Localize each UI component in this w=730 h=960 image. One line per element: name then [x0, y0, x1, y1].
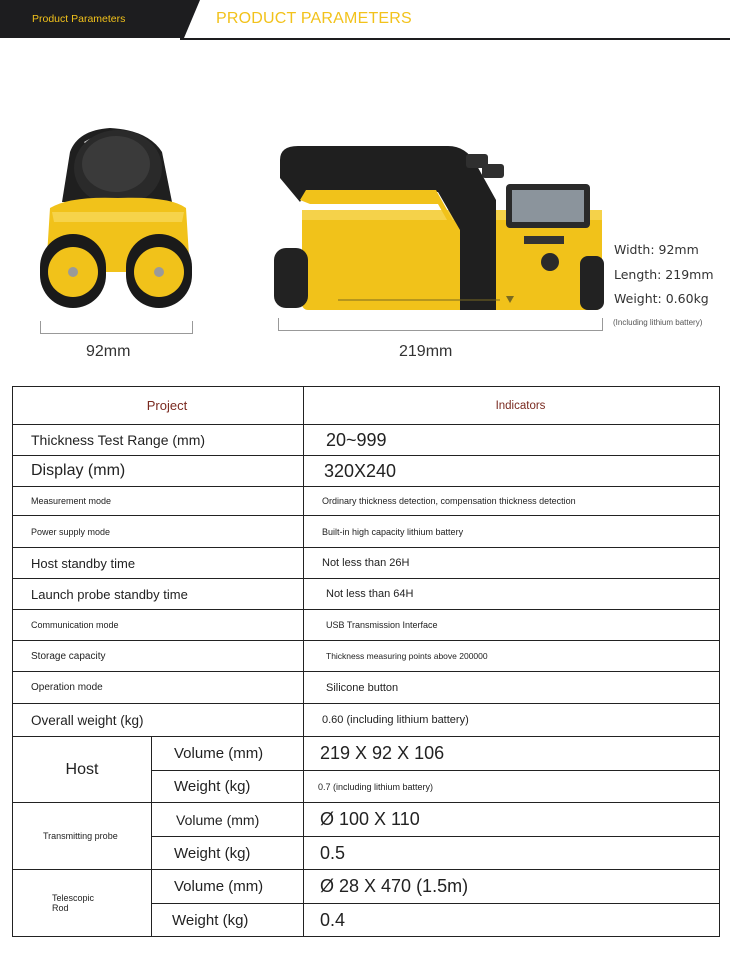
row-label: Host standby time — [13, 548, 304, 579]
table-row — [13, 425, 720, 456]
row-label: Volume (mm) — [152, 737, 304, 771]
row-label: Storage capacity — [13, 641, 304, 672]
table-row — [13, 548, 720, 579]
page-title: PRODUCT PARAMETERS — [216, 10, 412, 27]
parameters-table — [12, 386, 720, 937]
table-row — [13, 737, 720, 771]
row-value: Ordinary thickness detection, compensation thickness detection — [304, 487, 720, 516]
spec-weight: Weight: 0.60kg — [614, 291, 709, 306]
row-value: Not less than 64H — [304, 579, 720, 610]
table-row — [13, 579, 720, 610]
row-value: 0.60 (including lithium battery) — [304, 704, 720, 737]
device-front-view-image — [30, 122, 205, 322]
row-value: 0.5 — [304, 837, 720, 870]
row-label: Display (mm) — [13, 456, 304, 487]
row-value: Not less than 26H — [304, 548, 720, 579]
table-row — [13, 516, 720, 548]
table-row — [13, 456, 720, 487]
row-value: 20~999 — [304, 425, 720, 456]
front-width-dimension-line — [40, 321, 193, 334]
row-label: Thickness Test Range (mm) — [13, 425, 304, 456]
header-project: Project — [13, 387, 304, 425]
row-label: Measurement mode — [13, 487, 304, 516]
row-value: Ø 28 X 470 (1.5m) — [304, 870, 720, 904]
header-indicators: Indicators — [304, 387, 720, 425]
row-label: Weight (kg) — [152, 904, 304, 937]
row-value: Built-in high capacity lithium battery — [304, 516, 720, 548]
table-row — [13, 672, 720, 704]
spec-width: Width: 92mm — [614, 242, 699, 257]
page-header — [0, 0, 730, 40]
table-row — [13, 487, 720, 516]
table-row — [13, 803, 720, 837]
row-label: Volume (mm) — [152, 803, 304, 837]
row-value: USB Transmission Interface — [304, 610, 720, 641]
header-tab-label: Product Parameters — [32, 13, 126, 25]
table-row — [13, 870, 720, 904]
row-value: 0.4 — [304, 904, 720, 937]
table-header-row — [13, 387, 720, 425]
table-row — [13, 641, 720, 672]
row-value: Thickness measuring points above 200000 — [304, 641, 720, 672]
row-label: Overall weight (kg) — [13, 704, 304, 737]
row-value: 0.7 (including lithium battery) — [304, 771, 720, 803]
table-row — [13, 704, 720, 737]
front-width-label: 92mm — [86, 343, 131, 360]
row-label: Communication mode — [13, 610, 304, 641]
row-label: Power supply mode — [13, 516, 304, 548]
row-label: Weight (kg) — [152, 837, 304, 870]
side-length-label: 219mm — [399, 343, 453, 360]
row-label: Operation mode — [13, 672, 304, 704]
spec-note: (Including lithium battery) — [613, 318, 703, 327]
group-label-transmitting-probe: Transmitting probe — [13, 803, 152, 870]
device-side-view-image — [270, 140, 605, 320]
row-label: Launch probe standby time — [13, 579, 304, 610]
header-divider — [180, 38, 730, 40]
row-label: Weight (kg) — [152, 771, 304, 803]
row-value: 219 X 92 X 106 — [304, 737, 720, 771]
row-value: Ø 100 X 110 — [304, 803, 720, 837]
side-length-dimension-line — [278, 318, 603, 331]
row-value: 320X240 — [304, 456, 720, 487]
table-row — [13, 610, 720, 641]
row-value: Silicone button — [304, 672, 720, 704]
row-label: Volume (mm) — [152, 870, 304, 904]
spec-length: Length: 219mm — [614, 267, 714, 282]
group-label-host: Host — [13, 737, 152, 803]
group-label-telescopic-rod: Telescopic Rod — [13, 870, 152, 937]
